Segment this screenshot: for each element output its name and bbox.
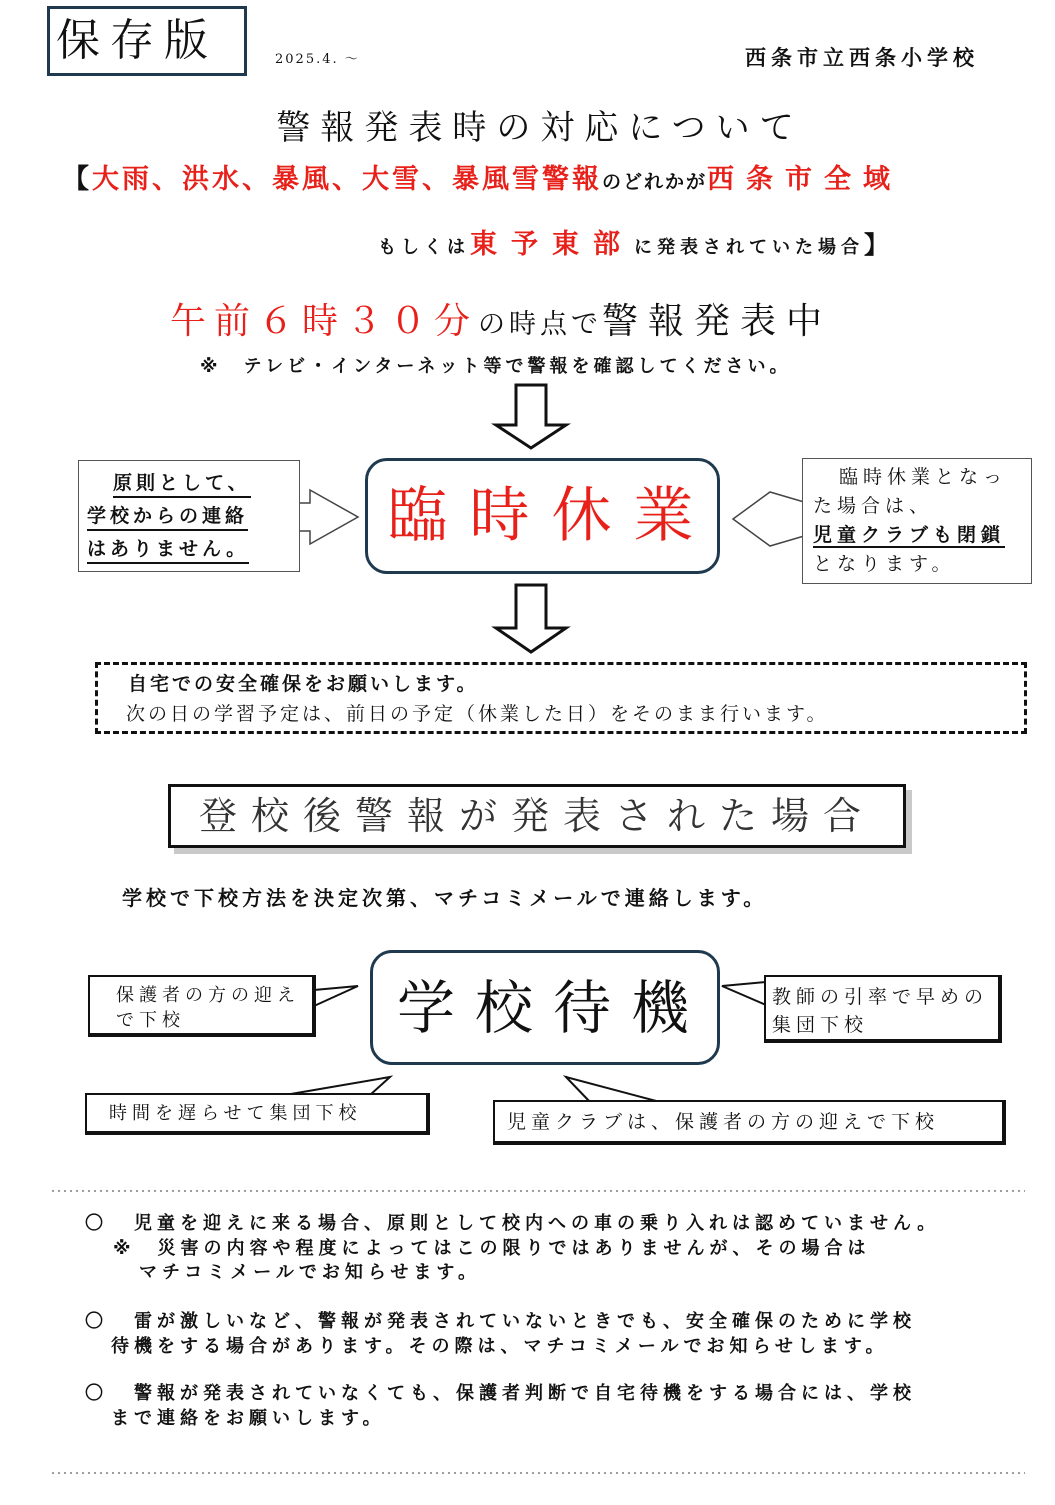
down-arrow-2: [496, 585, 566, 652]
archive-stamp: 保存版: [47, 6, 247, 76]
page-title: 警報発表時の対応について: [276, 108, 804, 148]
open-bracket: 【: [62, 164, 92, 195]
no-contact-line-3: はありません。: [87, 536, 249, 564]
no-contact-line-2: 学校からの連絡: [87, 503, 248, 531]
note-mark: 〇: [85, 1311, 108, 1332]
after-arrival-heading: 登校後警報が発表された場合: [168, 784, 906, 848]
note-text: 児童を迎えに来る場合、原則として校内への車の乗り入れは認めていません。: [134, 1213, 941, 1234]
opt4-tail: [566, 1077, 660, 1102]
club-note-part-2: 児童クラブも閉鎖: [813, 524, 1006, 546]
warning-status: 警報発表中: [602, 301, 833, 342]
condition-joiner: のどれかが: [602, 171, 708, 193]
option-club-pickup: 児童クラブは、保護者の方の迎えで下校: [493, 1100, 1006, 1145]
club-note-part-3: となります。: [813, 553, 956, 575]
temporary-closure-label: 臨時休業: [387, 481, 716, 551]
dotted-divider-top: [50, 1188, 1025, 1194]
note-sub-text: 災害の内容や程度によってはこの限りではありませんが、その場合は: [157, 1237, 871, 1259]
opt2-tail: [722, 982, 766, 1005]
no-contact-callout: [78, 460, 300, 572]
note-text: まで連絡をお願いします。: [111, 1407, 386, 1429]
note-text: 警報が発表されていなくても、保護者判断で自宅待機をする場合には、学校: [134, 1383, 916, 1404]
option-delayed-group: 時間を遅らせて集団下校: [85, 1093, 430, 1135]
next-day-plan-line: 次の日の学習予定は、前日の予定（休業した日）をそのまま行います。: [126, 703, 829, 725]
area-saijo: 西条市全域: [707, 164, 903, 195]
note-sub-text: マチコミメールでお知らせます。: [139, 1262, 481, 1283]
option-parent-pickup: 保護者の方の迎えで下校: [88, 975, 316, 1037]
note-thunder: [85, 1310, 916, 1359]
time-value: 午前６時３０分: [170, 301, 479, 342]
condition-suffix: に発表されていた場合: [634, 237, 864, 258]
club-note-part-1: 臨時休業となった場合は、: [813, 466, 1008, 517]
dotted-divider-bottom: [50, 1470, 1025, 1476]
area-toyo-east: 東予東部: [470, 229, 634, 260]
left-callout-arrow: [298, 490, 358, 544]
home-safety-box: [95, 662, 1027, 734]
home-safety-line: 自宅での安全確保をお願いします。: [128, 673, 479, 695]
decide-contact-note: 学校で下校方法を決定次第、マチコミメールで連絡します。: [122, 886, 768, 910]
temporary-closure-box: [365, 458, 720, 574]
note-home-standby: [85, 1382, 916, 1431]
opt1-tail: [314, 986, 358, 1006]
or-text: もしくは: [378, 237, 470, 258]
school-name: 西条市立西条小学校: [745, 46, 979, 70]
right-callout-arrow: [733, 492, 804, 546]
club-closed-callout: [802, 458, 1032, 584]
time-mid: の時点で: [478, 309, 603, 340]
school-standby-label: 学校待機: [396, 974, 709, 1042]
note-text: 待機をする場合があります。その際は、マチコミメールでお知らせします。: [111, 1335, 889, 1357]
warning-types: 大雨、洪水、暴風、大雪、暴風雪警報: [92, 164, 602, 195]
close-bracket: 】: [864, 231, 893, 259]
option-teacher-escort: 教師の引率で早めの集団下校: [764, 975, 1002, 1043]
note-sub-mark: ※: [113, 1237, 136, 1259]
confirm-note: ※ テレビ・インターネット等で警報を確認してください。: [200, 356, 792, 377]
no-contact-line-1: 原則として、: [113, 470, 251, 498]
down-arrow-1: [496, 385, 566, 448]
effective-date: 2025.4. ～: [275, 52, 360, 67]
note-mark: 〇: [85, 1213, 108, 1234]
school-standby-box: [370, 950, 720, 1065]
note-mark: 〇: [85, 1383, 108, 1404]
note-text: 雷が激しいなど、警報が発表されていないときでも、安全確保のために学校: [134, 1311, 916, 1332]
note-car-entry: [85, 1212, 940, 1286]
